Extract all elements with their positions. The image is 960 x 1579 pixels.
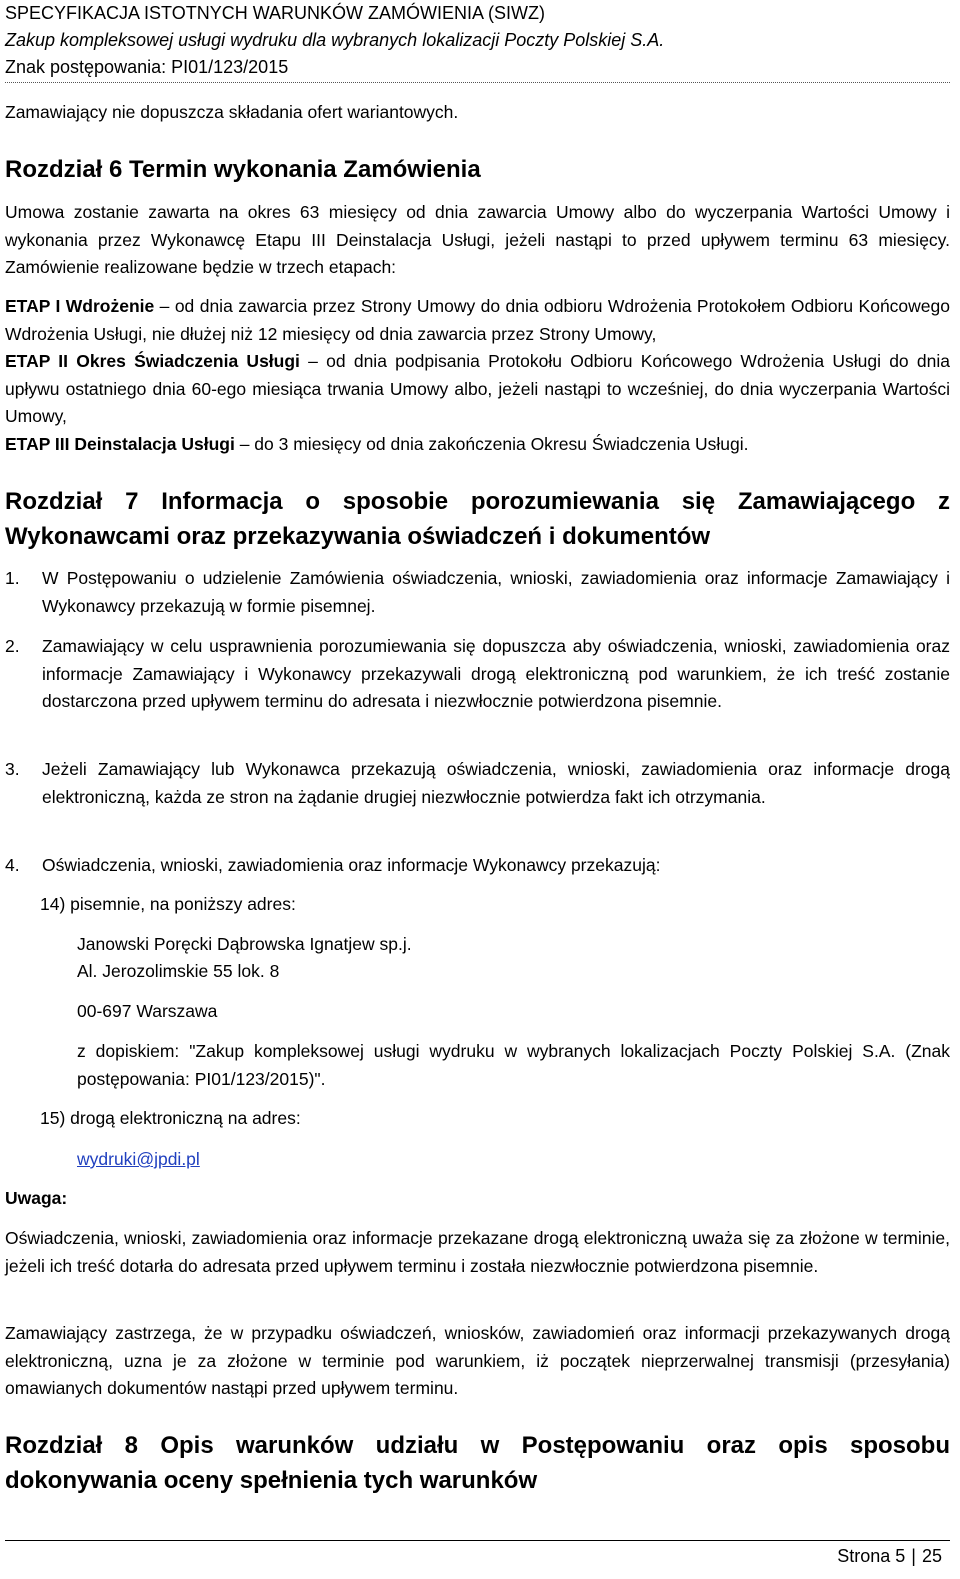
chapter-8-heading: Rozdział 8 Opis warunków udziału w Postępowaniu oraz opis sposobu dokonywania oceny spełnienia tych warunków xyxy=(5,1432,950,1494)
list-item xyxy=(5,756,950,811)
sub-item-postal: 14) pisemnie, na poniższy adres: xyxy=(40,894,296,914)
etap-3-paragraph xyxy=(5,431,950,459)
list-item-number: 1. xyxy=(5,568,20,588)
list-item xyxy=(5,565,950,620)
total-pages: 25 xyxy=(921,1546,942,1566)
list-item-text: Oświadczenia, wnioski, zawiadomienia oraz informacje Wykonawcy przekazują: xyxy=(42,855,661,875)
etap-1-label: ETAP I Wdrożenie xyxy=(5,296,155,316)
list-item-number: 2. xyxy=(5,636,20,656)
header-title: SPECYFIKACJA ISTOTNYCH WARUNKÓW ZAMÓWIENIA (SIWZ) xyxy=(5,3,546,23)
sub-item-electronic: 15) drogą elektroniczną na adres: xyxy=(40,1108,301,1128)
address-street: Al. Jerozolimskie 55 lok. 8 xyxy=(77,961,280,981)
list-item-number: 3. xyxy=(5,759,20,779)
list-item-number: 4. xyxy=(5,855,20,875)
email-link[interactable]: wydruki@jpdi.pl xyxy=(77,1149,200,1169)
note-label: Uwaga: xyxy=(5,1188,68,1208)
list-item-text: Zamawiający w celu usprawnienia porozumiewania się dopuszcza aby oświadczenia, wnioski, zawiadomienia oraz informacje Zamawiający i Wykonawcy przekazywali drogą elektroniczną pod warunkiem, że ich treść zostanie dostarczona przed upływem terminu do adresata i niezwłocznie potwierdzona pisemnie. xyxy=(42,636,950,711)
email-row xyxy=(77,1146,200,1174)
header-divider xyxy=(5,82,950,83)
page-separator: | xyxy=(911,1546,916,1566)
list-item xyxy=(5,633,950,716)
header-subject: Zakup kompleksowej usługi wydruku dla wybranych lokalizacji Poczty Polskiej S.A. xyxy=(5,30,665,50)
etap-3-label: ETAP III Deinstalacja Usługi xyxy=(5,434,235,454)
etap-1-text: – od dnia zawarcia przez Strony Umowy do dnia odbioru Wdrożenia Protokołem Odbioru Końcowego Wdrożenia Usługi, nie dłużej niż 12 miesięcy od dnia zawarcia przez Strony Umowy, xyxy=(5,296,950,344)
page-number xyxy=(837,1543,942,1569)
etap-1-paragraph xyxy=(5,293,950,348)
etap-2-paragraph xyxy=(5,348,950,431)
address-city: 00-697 Warszawa xyxy=(77,1001,218,1021)
etap-3-text: – do 3 miesięcy od dnia zakończenia Okresu Świadczenia Usługi. xyxy=(234,434,749,454)
chapter-6-heading: Rozdział 6 Termin wykonania Zamówienia xyxy=(5,156,481,183)
etap-2-text: – od dnia podpisania Protokołu Odbioru Końcowego Wdrożenia Usługi do dnia upływu ostatniego dnia 60-ego miesiąca trwania Umowy albo, jeżeli nastąpi to wcześniej, do dnia wyczerpania Wartości Umowy, xyxy=(5,351,950,426)
list-item xyxy=(5,852,950,880)
footer-divider xyxy=(5,1540,950,1541)
note-paragraph-1: Oświadczenia, wnioski, zawiadomienia oraz informacje przekazane drogą elektroniczną uważa się za złożone w terminie, jeżeli ich treść dotarła do adresata przed upływem terminu i została niezwłocznie potwierdzona pisemnie. xyxy=(5,1228,950,1276)
etap-2-label: ETAP II Okres Świadczenia Usługi xyxy=(5,351,300,371)
address-note: z dopiskiem: "Zakup kompleksowej usługi wydruku w wybranych lokalizacjach Poczty Polskiej S.A. (Znak postępowania: PI01/123/2015)". xyxy=(77,1041,950,1089)
current-page: 5 xyxy=(895,1546,906,1566)
list-item-text: Jeżeli Zamawiający lub Wykonawca przekazują oświadczenia, wnioski, zawiadomienia oraz informacje drogą elektroniczną, każda ze stron na żądanie drugiej niezwłocznie potwierdza fakt ich otrzymania. xyxy=(42,759,950,807)
list-item-text: W Postępowaniu o udzielenie Zamówienia oświadczenia, wnioski, zawiadomienia oraz informacje Zamawiający i Wykonawcy przekazują w formie pisemnej. xyxy=(42,568,950,616)
chapter-7-heading: Rozdział 7 Informacja o sposobie porozumiewania się Zamawiającego z Wykonawcami oraz przekazywania oświadczeń i dokumentów xyxy=(5,488,950,550)
page-label: Strona xyxy=(837,1546,891,1566)
intro-paragraph: Zamawiający nie dopuszcza składania ofert wariantowych. xyxy=(5,102,459,122)
note-paragraph-2: Zamawiający zastrzega, że w przypadku oświadczeń, wniosków, zawiadomień oraz informacji przekazywanych drogą elektroniczną, uzna je za złożone w terminie pod warunkiem, iż początek nieprzerwalnej transmisji (przesyłania) omawianych dokumentów nastąpi przed upływem terminu. xyxy=(5,1323,950,1398)
header-reference: Znak postępowania: PI01/123/2015 xyxy=(5,57,289,77)
chapter-6-paragraph: Umowa zostanie zawarta na okres 63 miesięcy od dnia zawarcia Umowy albo do wyczerpania Wartości Umowy i wykonania przez Wykonawcę Etapu III Deinstalacja Usługi, jeżeli nastąpi to przed upływem terminu 63 miesięcy. Zamówienie realizowane będzie w trzech etapach: xyxy=(5,202,950,277)
address-company: Janowski Poręcki Dąbrowska Ignatjew sp.j. xyxy=(77,934,412,954)
